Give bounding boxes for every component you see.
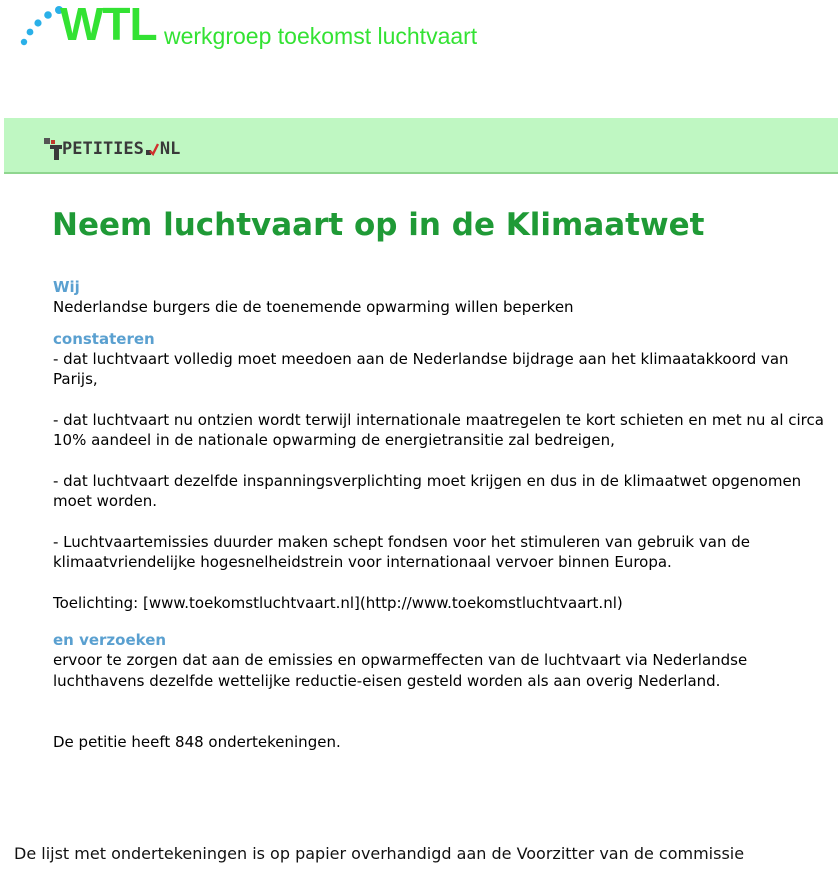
petities-logo-suffix: NL	[159, 139, 181, 159]
petities-logo[interactable]	[42, 136, 180, 162]
constateren-point: - dat luchtvaart volledig moet meedoen aan de Nederlandse bijdrage aan het klimaatakkoord van Parijs,	[53, 349, 789, 388]
toelichting-link[interactable]: Toelichting: [www.toekomstluchtvaart.nl](http://www.toekomstluchtvaart.nl)	[53, 593, 623, 612]
constateren-label: constateren	[53, 329, 155, 348]
petition-title: Neem luchtvaart op in de Klimaatwet	[52, 207, 705, 243]
signature-count: De petitie heeft 848 ondertekeningen.	[53, 733, 341, 751]
constateren-point: - Luchtvaartemissies duurder maken schept fondsen voor het stimuleren van gebruik van de klimaatvriendelijke hogesnelheidstrein voor internationaal vervoer binnen Europa.	[53, 532, 750, 571]
constateren-point: - dat luchtvaart dezelfde inspanningsverplichting moet krijgen en dus in de klimaatwet opgenomen moet worden.	[53, 471, 802, 510]
petities-banner	[4, 118, 838, 174]
verzoeken-section	[53, 631, 825, 691]
check-icon	[145, 141, 159, 157]
petities-logo-text: PETITIES	[62, 139, 144, 159]
footer-note: De lijst met ondertekeningen is op papier overhandigd aan de Voorzitter van de commissie	[14, 844, 745, 863]
constateren-point: - dat luchtvaart nu ontzien wordt terwijl internationale maatregelen te kort schieten en met nu al circa 10% aandeel in de nationale opwarming de energietransitie zal bedreigen,	[53, 410, 824, 449]
petition-mark-icon	[42, 137, 62, 161]
organization-name: werkgroep toekomst luchtvaart	[164, 23, 478, 49]
wij-label: Wij	[53, 278, 80, 296]
verzoeken-text: ervoor te zorgen dat aan de emissies en opwarmeffecten van de luchtvaart via Nederlandse luchthavens dezelfde wettelijke reductie-eisen gesteld worden als aan overig Nederland.	[53, 651, 748, 690]
wij-section	[53, 278, 825, 318]
verzoeken-label: en verzoeken	[53, 631, 167, 649]
wtl-logo-text: WTL	[60, 0, 157, 50]
wtl-header	[18, 0, 618, 52]
wij-text: Nederlandse burgers die de toenemende opwarming willen beperken	[53, 298, 574, 316]
petition-body	[53, 278, 825, 753]
constateren-section	[53, 330, 825, 573]
